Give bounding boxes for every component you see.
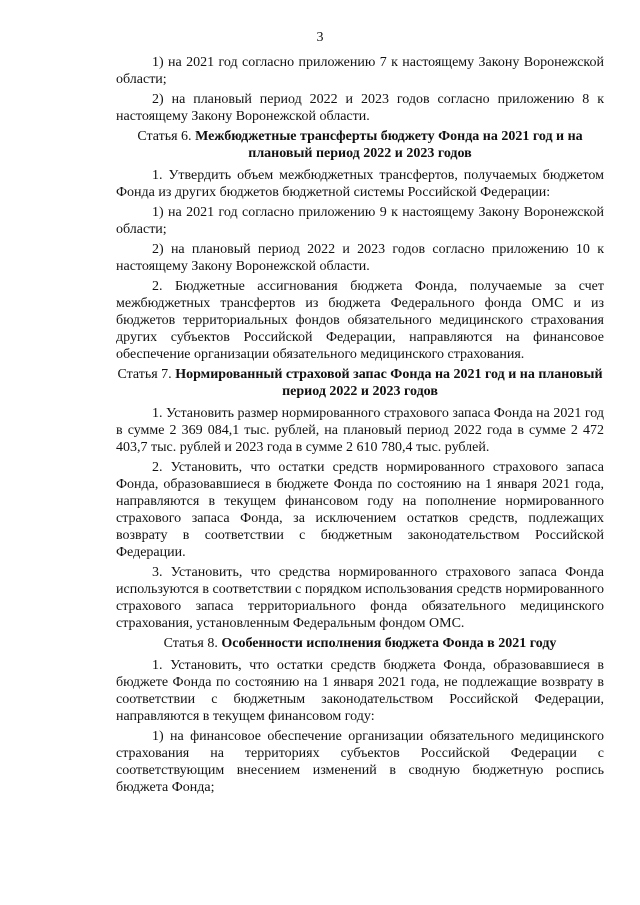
article-title: Особенности исполнения бюджета Фонда в 2021 году	[221, 636, 557, 651]
paragraph: 2) на плановый период 2022 и 2023 годов согласно приложению 10 к настоящему Закону Воронежской области.	[116, 242, 604, 274]
document-body	[116, 54, 604, 796]
paragraph: 1) на 2021 год согласно приложению 7 к настоящему Закону Воронежской области;	[116, 55, 604, 87]
article-number: Статья 7.	[117, 367, 172, 382]
article-title: Нормированный страховой запас Фонда на 2021 год и на плановый период 2022 и 2023 годов	[175, 367, 603, 399]
paragraph: 2. Установить, что остатки средств нормированного страхового запаса Фонда, образовавшиеся в бюджете Фонда по состоянию на 1 января 2021 года, направляются в текущем финансовом году на пополнение нормированного страхового запаса Фонда, за исключением остатков средств, подлежащих возврату в соответствии с бюджетным законодательством Российской Федерации.	[116, 460, 604, 560]
paragraph: 1. Установить, что остатки средств бюджета Фонда, образовавшиеся в бюджете Фонда по состоянию на 1 января 2021 года, не подлежащие возврату в соответствии с бюджетным законодательством Российской Федерации, направляются в текущем финансовом году:	[116, 658, 604, 724]
paragraph: 1. Установить размер нормированного страхового запаса Фонда на 2021 год в сумме 2 369 084,1 тыс. рублей, на плановый период 2022 года в сумме 2 472 403,7 тыс. рублей и 2023 года в сумме 2 610 780,4 тыс. рублей.	[116, 406, 604, 455]
article-heading	[116, 128, 604, 162]
article-heading	[116, 635, 604, 652]
paragraph: 3. Установить, что средства нормированного страхового запаса Фонда используются в соответствии с порядком использования средств нормированного страхового запаса территориального фонда обязательного медицинского страхования, установленным Федеральным фондом ОМС.	[116, 565, 604, 631]
article-number: Статья 6.	[137, 129, 192, 144]
paragraph: 2) на плановый период 2022 и 2023 годов согласно приложению 8 к настоящему Закону Воронежской области.	[116, 92, 604, 124]
paragraph: 1) на 2021 год согласно приложению 9 к настоящему Закону Воронежской области;	[116, 205, 604, 237]
paragraph: 1. Утвердить объем межбюджетных трансфертов, получаемых бюджетом Фонда из других бюджетов бюджетной системы Российской Федерации:	[116, 168, 604, 200]
article-heading	[116, 366, 604, 400]
article-title: Межбюджетные трансферты бюджету Фонда на 2021 год и на плановый период 2022 и 2023 годов	[195, 129, 583, 161]
paragraph: 1) на финансовое обеспечение организации обязательного медицинского страхования на территориях субъектов Российской Федерации с соответствующим внесением изменений в сводную бюджетную роспись бюджета Фонда;	[116, 729, 604, 795]
article-number: Статья 8.	[163, 636, 218, 651]
paragraph: 2. Бюджетные ассигнования бюджета Фонда, получаемые за счет межбюджетных трансфертов из бюджета Федерального фонда ОМС и из бюджетов территориальных фондов обязательного медицинского страхования других субъектов Российской Федерации, направляются на финансовое обеспечение организации обязательного медицинского страхования.	[116, 279, 604, 362]
page-number: 3	[316, 30, 324, 45]
